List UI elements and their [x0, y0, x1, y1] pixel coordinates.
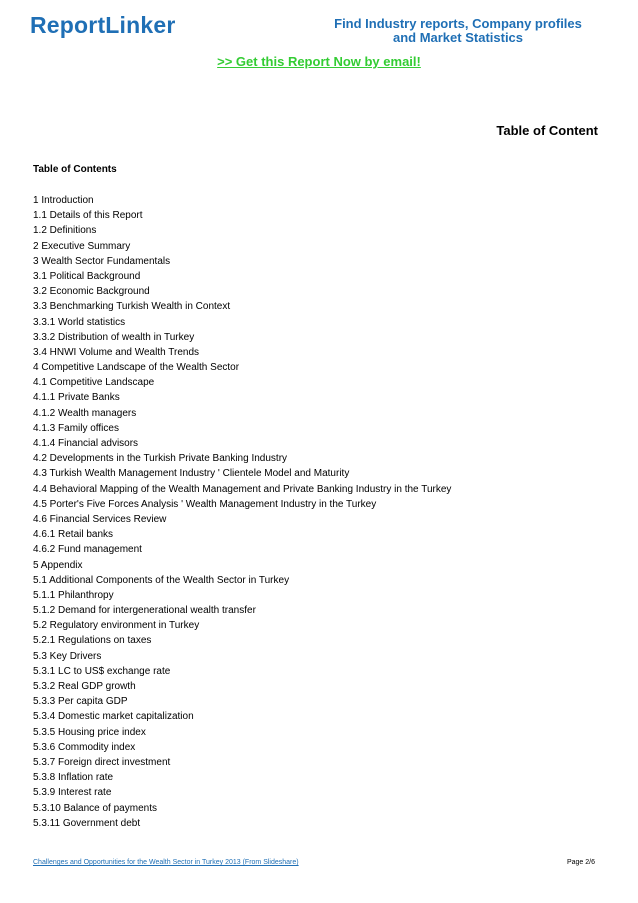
toc-item: 3 Wealth Sector Fundamentals: [33, 255, 171, 267]
toc-item: 4.1 Competitive Landscape: [33, 377, 155, 389]
toc-item: 4.6.1 Retail banks: [33, 529, 114, 541]
toc-item: 1 Introduction: [33, 195, 94, 206]
toc-item: 5.3.2 Real GDP growth: [33, 681, 136, 692]
toc-item: 5 Appendix: [33, 559, 83, 571]
toc-item: 4 Competitive Landscape of the Wealth Sector: [33, 362, 240, 374]
footer-page-number: Page 2/6: [566, 859, 595, 866]
get-report-email-link[interactable]: >> Get this Report Now by email!: [217, 54, 421, 69]
toc-item: 4.1.1 Private Banks: [33, 392, 120, 404]
toc-item: 5.3.9 Interest rate: [33, 787, 112, 799]
toc-item: 4.1.4 Financial advisors: [33, 438, 139, 449]
toc-item: 5.1 Additional Components of the Wealth Sector in Turkey: [33, 574, 290, 586]
toc-item: 4.5 Porter's Five Forces Analysis ' Wealth Management Industry in the Turkey: [33, 498, 377, 510]
toc-title: Table of Contents: [33, 164, 117, 175]
toc-item: 4.6.2 Fund management: [33, 544, 142, 556]
toc-item: 3.1 Political Background: [33, 270, 141, 282]
toc-item: 5.3.6 Commodity index: [33, 741, 136, 753]
toc-item: 4.1.2 Wealth managers: [33, 407, 137, 419]
toc-item: 5.3.10 Balance of payments: [33, 802, 157, 814]
toc-item: 4.6 Financial Services Review: [33, 513, 167, 525]
toc-item: 2 Executive Summary: [33, 240, 131, 252]
tagline-line-2: and Market Statistics: [392, 30, 524, 45]
reportlinker-logo[interactable]: ReportLinker: [30, 12, 176, 38]
toc-item: 5.1.1 Philanthropy: [33, 589, 114, 601]
toc-item: 5.3.7 Foreign direct investment: [33, 756, 171, 768]
toc-item: 3.3.1 World statistics: [33, 316, 126, 328]
footer-source-link[interactable]: Challenges and Opportunities for the Wealth Sector in Turkey 2013 (From Slideshare): [33, 859, 299, 866]
toc-item: 3.3.2 Distribution of wealth in Turkey: [33, 331, 195, 343]
toc-item: 5.3.4 Domestic market capitalization: [33, 711, 194, 723]
toc-item: 3.3 Benchmarking Turkish Wealth in Context: [33, 301, 231, 313]
tagline-line-1: Find Industry reports, Company profiles: [334, 16, 582, 31]
toc-item: 3.2 Economic Background: [33, 286, 150, 298]
toc-item: 5.3.8 Inflation rate: [33, 772, 114, 784]
toc-item: 5.2.1 Regulations on taxes: [33, 635, 152, 647]
toc-item: 4.3 Turkish Wealth Management Industry ' Clientele Model and Maturity: [33, 468, 350, 480]
toc-item: 1.1 Details of this Report: [33, 210, 143, 222]
toc-item: 5.3.3 Per capita GDP: [33, 696, 128, 708]
toc-item: 1.2 Definitions: [33, 225, 97, 237]
toc-item: 5.3 Key Drivers: [33, 650, 102, 662]
toc-item: 4.2 Developments in the Turkish Private Banking Industry: [33, 453, 288, 465]
toc-item: 4.1.3 Family offices: [33, 422, 119, 434]
toc-item: 5.3.11 Government debt: [33, 817, 141, 829]
toc-list: [33, 193, 451, 831]
toc-item: 4.4 Behavioral Mapping of the Wealth Management and Private Banking Industry in the Turkey: [33, 483, 452, 495]
section-heading: Table of Content: [496, 123, 598, 138]
header-tagline: [318, 17, 598, 45]
toc-item: 5.1.2 Demand for intergenerational wealth transfer: [33, 605, 256, 617]
toc-item: 5.3.5 Housing price index: [33, 726, 146, 738]
toc-item: 5.2 Regulatory environment in Turkey: [33, 620, 200, 632]
toc-item: 5.3.1 LC to US$ exchange rate: [33, 665, 171, 677]
toc-item: 3.4 HNWI Volume and Wealth Trends: [33, 346, 200, 358]
